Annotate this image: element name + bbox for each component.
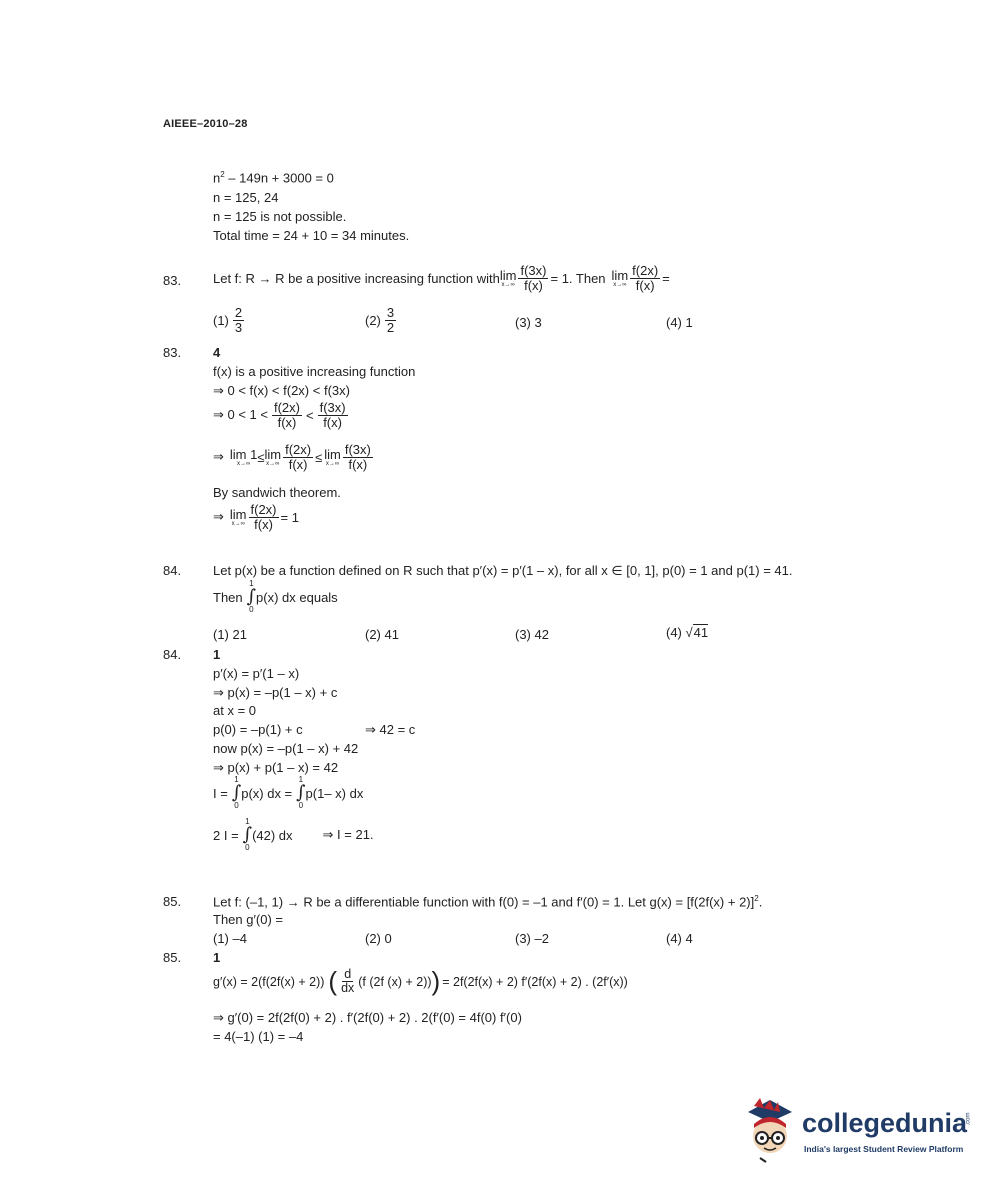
prev-solution-line-3: n = 125 is not possible. <box>213 209 347 224</box>
question-84-option-4: (4) √41 <box>666 625 709 640</box>
question-83-number: 83. <box>163 273 182 288</box>
answer-84-line-4: p(0) = –p(1) + c <box>213 722 303 737</box>
answer-83-number: 83. <box>163 345 182 360</box>
question-84-number: 84. <box>163 563 182 578</box>
question-83-option-2: (2) $\frac{3}{2}$ <box>365 305 395 335</box>
collegedunia-logo <box>740 1098 970 1168</box>
question-84-then: Then 1 ∫ 0 p(x) dx equals <box>213 579 338 614</box>
logo-dotcom: .com <box>965 1112 972 1126</box>
answer-84-line-6: ⇒ p(x) + p(1 – x) = 42 <box>213 760 339 775</box>
answer-84-line-7: I = 1 ∫ 0 p(x) dx = 1 ∫ 0 p(1– x) dx <box>213 775 364 810</box>
logo-tagline: India's largest Student Review Platform <box>804 1144 964 1154</box>
question-85-number: 85. <box>163 894 182 909</box>
answer-84-line-5: now p(x) = –p(1 – x) + 42 <box>213 741 359 756</box>
answer-83-value: 4 <box>213 345 221 360</box>
answer-85-line-1: g′(x) = 2(f(2f(x) + 2)) ( $\frac{d}{dx}$ (f (2f (x) + 2)) ) = 2f(2f(x) + 2) f′(2f(x) + 2) . (2f′(x)) <box>213 966 628 996</box>
answer-83-line-3: ⇒ 0 < 1 < $\frac{f(2x)}{f(x)}$ < $\frac{f(3x)}{f(x)}$ <box>213 400 346 430</box>
question-85-option-2: (2) 0 <box>365 931 392 946</box>
question-83-text: Let f: R → R be a positive increasing function with lim x→∞ $\frac{f(3x)}{f(x)}$ = 1. Then lim x→∞ $\frac{f(2x)}{f(x)}$ = <box>213 263 670 293</box>
answer-84-line-8: 2 I = 1 ∫ 0 (42) dx ⇒ I = 21. <box>213 817 374 852</box>
answer-83-line-4: ⇒ lim 1 x→∞ ≤ lim x→∞ $\frac{f(2x)}{f(x)}$ ≤ lim x→∞ $\frac{f(3x)}{f(x)}$ <box>213 442 371 472</box>
page-header: AIEEE–2010–28 <box>163 118 248 130</box>
answer-84-line-3: at x = 0 <box>213 703 256 718</box>
question-85-option-4: (4) 4 <box>666 931 693 946</box>
answer-84-value: 1 <box>213 647 221 662</box>
answer-83-line-5: By sandwich theorem. <box>213 485 341 500</box>
answer-83-line-2: ⇒ 0 < f(x) < f(2x) < f(3x) <box>213 383 350 398</box>
answer-84-line-2: ⇒ p(x) = –p(1 – x) + c <box>213 685 338 700</box>
question-85-option-1: (1) –4 <box>213 931 247 946</box>
question-84-option-2: (2) 41 <box>365 627 399 642</box>
question-83-option-4: (4) 1 <box>666 315 693 330</box>
question-83-option-1: (1) $\frac{2}{3}$ <box>213 305 243 335</box>
answer-85-value: 1 <box>213 950 221 965</box>
logo-wordmark: collegedunia <box>802 1108 968 1138</box>
answer-84-number: 84. <box>163 647 182 662</box>
logo-mascot-icon <box>740 1098 802 1164</box>
question-84-text: Let p(x) be a function defined on R such that p′(x) = p′(1 – x), for all x ∈ [0, 1], p(0) = 1 and p(1) = 41. <box>213 563 793 578</box>
question-85-option-3: (3) –2 <box>515 931 549 946</box>
answer-84-line-1: p′(x) = p′(1 – x) <box>213 666 300 681</box>
question-85-line-2: Then g′(0) = <box>213 912 284 927</box>
answer-83-line-6: ⇒ lim x→∞ $\frac{f(2x)}{f(x)}$ = 1 <box>213 502 299 532</box>
question-84-option-1: (1) 21 <box>213 627 247 642</box>
question-84-option-3: (3) 42 <box>515 627 549 642</box>
answer-85-line-3: = 4(–1) (1) = –4 <box>213 1029 304 1044</box>
answer-83-line-1: f(x) is a positive increasing function <box>213 364 416 379</box>
question-85-text: Let f: (–1, 1) → R be a differentiable function with f(0) = –1 and f′(0) = 1. Let $g(x) = [f(2f(x) + 2)]^2$. <box>213 894 763 910</box>
prev-solution-line-4: Total time = 24 + 10 = 34 minutes. <box>213 228 410 243</box>
answer-85-number: 85. <box>163 950 182 965</box>
question-83-option-3: (3) 3 <box>515 315 542 330</box>
answer-84-line-4b: ⇒ 42 = c <box>365 722 416 737</box>
prev-solution-line-2: n = 125, 24 <box>213 190 279 205</box>
prev-solution-line-1: $n^2 - 149n + 3000 = 0$ <box>213 170 334 186</box>
answer-85-line-2: ⇒ g′(0) = 2f(2f(0) + 2) . f′(2f(0) + 2) . 2(f′(0) = 4f(0) f′(0) <box>213 1010 522 1025</box>
